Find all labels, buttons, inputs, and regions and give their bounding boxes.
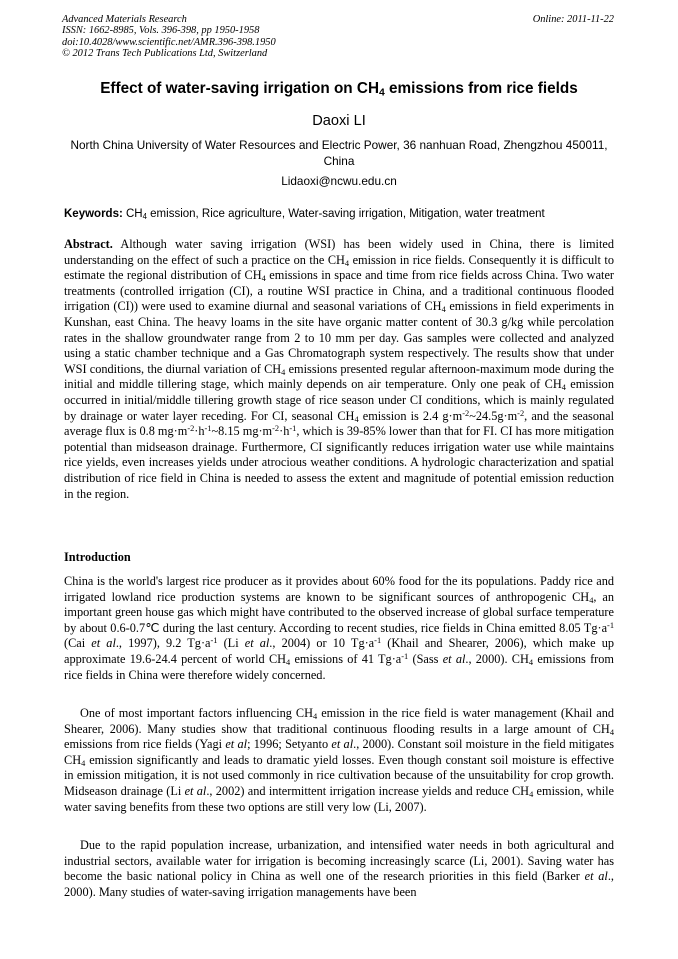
copyright-line: © 2012 Trans Tech Publications Ltd, Switzerland	[62, 48, 268, 60]
journal-header	[62, 14, 276, 60]
journal-name: Advanced Materials Research	[62, 14, 187, 25]
online-date: Online: 2011-11-22	[532, 14, 614, 25]
author-email: Lidaoxi@ncwu.edu.cn	[281, 174, 397, 188]
paper-title: Effect of water-saving irrigation on $CH_4$ emissions from rice fields	[100, 80, 578, 99]
issn-line: ISSN: 1662-8985, Vols. 396-398, pp 1950-1958	[62, 25, 260, 37]
introduction-heading: Introduction	[64, 550, 131, 564]
author-name: Daoxi LI	[312, 113, 366, 129]
doi-line: doi:10.4028/www.scientific.net/AMR.396-398.1950	[62, 36, 276, 48]
keywords-label: Keywords:	[64, 208, 123, 220]
intro-paragraph-2: One of most important factors influencing $CH_4$ emission in the rice field is water management (Khail and Shearer, 2006). Many studies show that traditional continuous flooding results in a large amount of $CH_4$ emissions from rice fields (Yagi et al; 1996; Setyanto et al., 2000). Constant soil moisture in the field mitigates $CH_4$ emission significantly and leads to dramatic yield losses. Even though constant soil moisture is effective in emission mitigation, it is not used commonly in rice cultivation because of the unsuitability for crop growth. Midseason drainage (Li et al., 2002) and intermittent irrigation increase yields and reduce $CH_4$ emission, while water saving benefits from these two options are still very low (Li, 2007).	[64, 706, 615, 814]
intro-paragraph-1: China is the world's largest rice producer as it provides about 60% food for the its populations. Paddy rice and irrigated lowland rice production systems are known to be significant sources of anthropogenic $CH_4$, an important green house gas which might have contributed to the observed increase of global surface temperature by about 0.6-0.7℃ during the last century. According to recent studies, rice fields in China emitted 8.05 $Tg\cdot a^{-1}$ (Cai et al., 1997), 9.2 $Tg\cdot a^{-1}$ (Li et al., 2004) or 10 $Tg\cdot a^{-1}$ (Khail and Shearer, 2006), which make up approximate 19.6-24.4 percent of world $CH_4$ emissions of 41 $Tg\cdot a^{-1}$ (Sass et al., 2000). $CH_4$ emissions from rice fields in China were therefore widely concerned.	[64, 574, 615, 682]
keywords: Keywords: $CH_4$ emission, Rice agriculture, Water-saving irrigation, Mitigation, water treatment	[64, 208, 545, 221]
intro-paragraph-3: Due to the rapid population increase, urbanization, and intensified water needs in both agricultural and industrial sectors, available water for irrigation is becoming increasingly scarce (Li, 2001). Saving water has become the basic national policy in China as well one of the research priorities in this field (Barker et al., 2000). Many studies of water-saving irrigation managements have been	[64, 838, 614, 899]
abstract: Abstract. Although water saving irrigation (WSI) has been widely used in China, there is limited understanding on the effect of such a practice on the $CH_4$ emission in rice fields. Consequently it is difficult to estimate the regional distribution of $CH_4$ emissions in space and time from rice fields across China. Two water treatments (controlled irrigation (CI), a routine WSI practice in China, and a traditional continuous flooded irrigation (CI)) were used to examine diurnal and seasonal variations of $CH_4$ emissions in field experiments in Kunshan, east China. The heavy loams in the site have organic matter content of 30.3 g/kg while percolation rates in the shallow groundwater range from 2 to 10 mm per day. Gas samples were collected and analyzed using a static chamber technique and a Gas Chromatograph system respectively. The results show that under WSI conditions, the diurnal variation of $CH_4$ emissions presented regular afternoon-maximum mode during the initial and middle tillering stage, which mainly depends on air temperature. Only one peak of $CH_4$ emission occurred in initial/middle tillering growth stage of rice season under CI conditions, which is mainly regulated by drainage or water layer receding. For CI, seasonal $CH_4$ emission is 2.4 $g\cdot m^{-2}\sim 24.5g\cdot m^{-2}$, and the seasonal average flux is 0.8 $mg\cdot m^{-2}\cdot h^{-1}\sim 8.15$ $mg\cdot m^{-2}\cdot h^{-1}$, which is 39-85% lower than that for FI. CI has more mitigation potential than midseason drainage. Furthermore, CI significantly reduces irrigation water use while maintains rice yields, even increases yields under atrocious weather conditions. A hydrologic characterization and spatial distribution of rice field in China is needed to assess the extent and magnitude of potential emission reduction in the region.	[64, 237, 615, 501]
abstract-label: Abstract.	[64, 237, 113, 251]
affiliation: North China University of Water Resources and Electric Power, 36 nanhuan Road, Zhengzhou 450011, China	[70, 138, 608, 168]
